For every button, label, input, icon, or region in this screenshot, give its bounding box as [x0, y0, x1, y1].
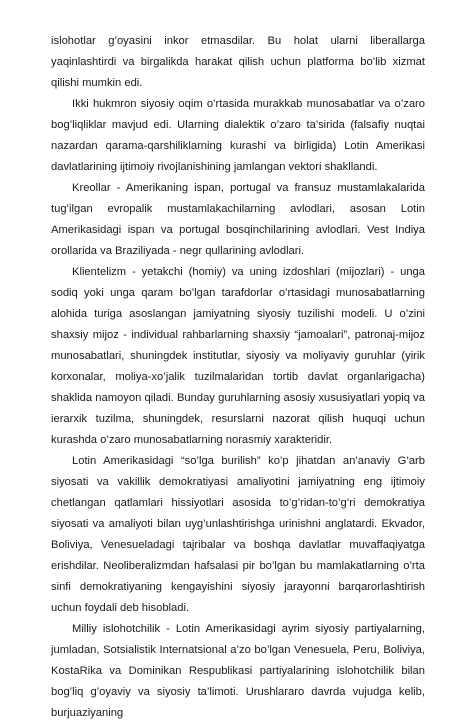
paragraph-political-currents: Ikki hukmron siyosiy oqim o’rtasida murakkab munosabatlar va o’zaro bog’liqliklar mavjud edi. Ularning dialektik o’zaro ta’sirida (falsafiy nuqtai nazardan qarama-qarshiliklarning kurashi va birligida) Lotin Amerikasi davlatlarining ijtimoiy rivojlanishining jamlangan vektori shakllandi. [51, 98, 425, 173]
paragraph-national-reformism: Milliy islohotchilik - Lotin Amerikasidagi ayrim siyosiy partiyalarning, jumladan, Sotsialistik Internatsional a’zo bo’lgan Venesuela, Peru, Boliviya, KostaRika va Dominikan Respublikasi partiyalarining islohotchilik bilan bog’liq g’oyaviy va siyosiy ta’limoti. Urushlararo davrda vujudga kelib, burjuaziyaning [51, 623, 425, 719]
paragraph-left-turn: Lotin Amerikasidagi “so’lga burilish” ko’p jihatdan an’anaviy G’arb siyosati va vakillik demokratiyasi amaliyotini jamiyatning eng ijtimoiy chetlangan qatlamlari hissiyotlari asosida to’g’ridan-to’g’ri demokratiya siyosati va amaliyoti bilan uyg’unlashtirishga urinishni anglatardi. Ekvador, Boliviya, Venesueladagi tajribalar va boshqa davlatlar muvaffaqiyatga erishdilar. Neoliberalizmdan hafsalasi pir bo’lgan bu mamlakatlarning o’rta sinfi demokratiyaning kengayishini siyosiy jarayonni barqarorlashtirish uchun foydali deb hisobladi. [51, 455, 425, 614]
paragraph-creoles-definition: Kreollar - Amerikaning ispan, portugal va fransuz mustamlakalarida tug’ilgan evropalik mustamlakachilarning avlodlari, asosan Lotin Amerikasidagi ispan va portugal bosqinchilarining avlodlari. Vest Indiya orollarida va Braziliyada - negr qullarining avlodlari. [51, 182, 425, 257]
paragraph-clientelism-definition: Klientelizm - yetakchi (homiy) va uning izdoshlari (mijozlari) - unga sodiq yoki unga qaram bo’lgan tarafdorlar o’rtasidagi munosabatlarning alohida turiga asoslangan jamiyatning siyosiy tuzilishi modeli. U o’zini shaxsiy mijoz - individual rahbarlarning shaxsiy “jamoalari”, patronaj-mijoz munosabatlari, shuningdek institutlar, siyosiy va moliyaviy guruhlar (yirik korxonalar, moliya-xo’jalik tuzilmalaridan tortib davlat organlarigacha) shaklida namoyon qiladi. Bunday guruhlarning asosiy xususiyatlari yopiq va ierarxik tuzilma, shuningdek, resurslarni nazorat qilish huquqi uchun kurashda o’zaro munosabatlarning norasmiy xarakteridir. [51, 266, 425, 446]
paragraph-intro-continuation: islohotlar g’oyasini inkor etmasdilar. Bu holat ularni liberallarga yaqinlashtirdi va birgalikda harakat qilish uchun platforma bo’lib xizmat qilishi mumkin edi. [51, 35, 425, 89]
